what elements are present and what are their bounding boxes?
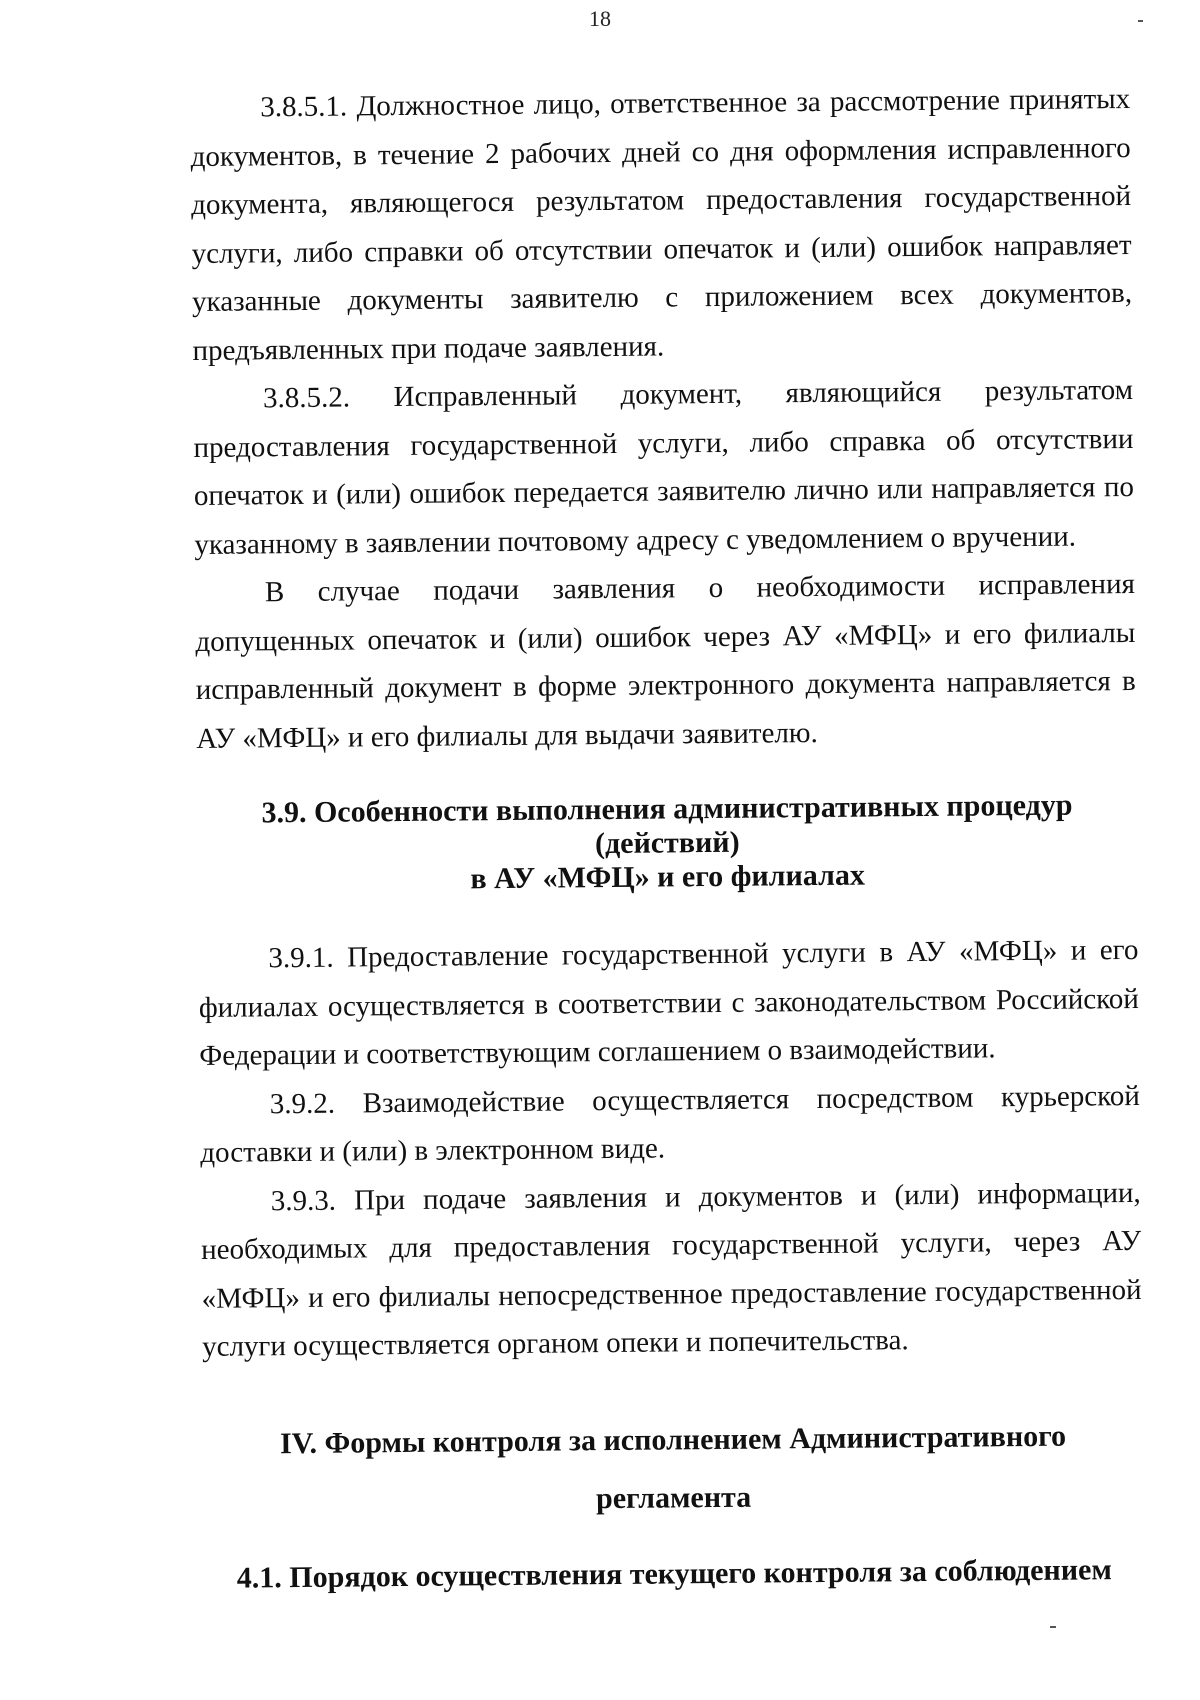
- chapter-heading-iv: [203, 1406, 1144, 1531]
- page-number: 18: [589, 6, 611, 31]
- section-heading-3-9-line-2: в АУ «МФЦ» и его филиалах: [470, 858, 866, 896]
- paragraph-3-9-1: 3.9.1. Предоставление государственной услуги в АУ «МФЦ» и его филиалах осуществляется в соответствии с законодательством Российской Федерации и соответствующим соглашением о взаимодействии.: [198, 933, 1139, 1072]
- section-heading-4-1-line-1: 4.1. Порядок осуществления текущего контроля за соблюдением: [236, 1552, 1112, 1595]
- paragraph-3-8-5-2: 3.8.5.2. Исправленный документ, являющийся результатом предоставления государственной услуги, либо справка об отсутствии опечаток и (или) ошибок передается заявителю лично или направляется по указанному в заявлении почтовому адресу с уведомлением о вручении.: [193, 373, 1135, 561]
- paragraph-mfc-corrections: В случае подачи заявления о необходимости исправления допущенных опечаток и (или) ошибок через АУ «МФЦ» и его филиалы исправленный документ в форме электронного документа направляется в АУ «МФЦ» и его филиалы для выдачи заявителю.: [195, 567, 1136, 755]
- scan-speck: [1050, 1626, 1056, 1628]
- section-heading-3-9: [197, 788, 1138, 899]
- chapter-heading-iv-line-2: регламента: [595, 1480, 752, 1515]
- section-heading-4-1: [204, 1540, 1145, 1607]
- chapter-heading-iv-line-1: IV. Формы контроля за исполнением Административного: [279, 1419, 1067, 1460]
- scan-speck: [1138, 20, 1143, 22]
- paragraph-3-9-3: 3.9.3. При подаче заявления и документов и (или) информации, необходимых для предоставления государственной услуги, через АУ «МФЦ» и его филиалы непосредственное предоставление государственной услуги осуществляется органом опеки и попечительства.: [201, 1176, 1142, 1363]
- document-body: [190, 75, 1145, 1607]
- paragraph-3-9-2: 3.9.2. Взаимодействие осуществляется посредством курьерской доставки и (или) в электронном виде.: [200, 1079, 1140, 1169]
- paragraph-3-8-5-1: 3.8.5.1. Должностное лицо, ответственное за рассмотрение принятых документов, в течение 2 рабочих дней со дня оформления исправленного документа, являющегося результатом предоставления государственной услуги, либо справки об отсутствии опечаток и (или) ошибок направляет указанные документы заявителю с приложением всех документов, предъявленных при подаче заявления.: [190, 82, 1133, 367]
- section-heading-3-9-line-1: 3.9. Особенности выполнения административных процедур (действий): [261, 788, 1073, 861]
